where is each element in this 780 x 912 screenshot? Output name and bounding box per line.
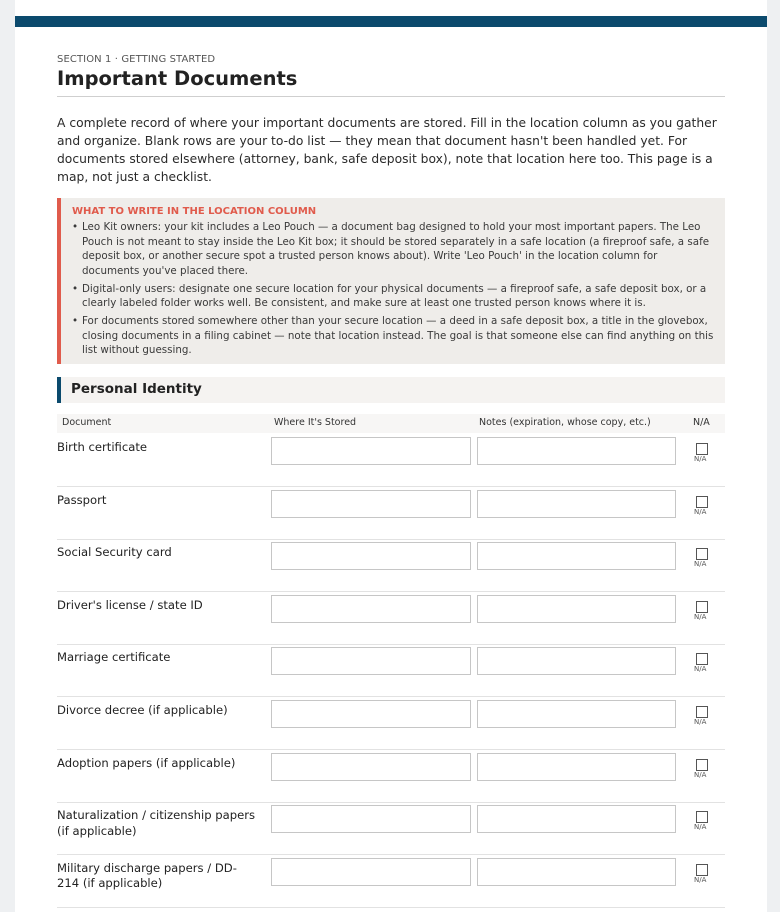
location-input[interactable] xyxy=(271,595,471,623)
location-input[interactable] xyxy=(271,647,471,675)
na-checkbox[interactable] xyxy=(696,864,708,876)
notes-input[interactable] xyxy=(477,700,676,728)
na-label: N/A xyxy=(694,823,707,832)
location-input[interactable] xyxy=(271,542,471,570)
notes-input[interactable] xyxy=(477,858,676,886)
na-label: N/A xyxy=(694,560,707,569)
notes-input[interactable] xyxy=(477,805,676,833)
na-checkbox[interactable] xyxy=(696,496,708,508)
na-checkbox[interactable] xyxy=(696,811,708,823)
location-input[interactable] xyxy=(271,858,471,886)
location-input[interactable] xyxy=(271,437,471,465)
document-label: Military discharge papers / DD-214 (if applicable) xyxy=(57,860,237,891)
section-label: SECTION 1 · GETTING STARTED xyxy=(57,54,216,65)
table-row xyxy=(57,855,725,908)
notes-input[interactable] xyxy=(477,753,676,781)
column-header-notes: Notes (expiration, whose copy, etc.) xyxy=(479,417,651,428)
na-label: N/A xyxy=(694,455,707,463)
na-label: N/A xyxy=(694,665,707,674)
na-checkbox[interactable] xyxy=(696,759,708,771)
notes-input[interactable] xyxy=(477,490,676,518)
na-checkbox[interactable] xyxy=(696,653,708,665)
callout-item: • Digital-only users: designate one secure location for your physical documents — a fireproof safe, a safe deposit box, or a clearly labeled folder works well. Be consistent, and make sure at least one trusted person knows where it is. xyxy=(72,282,707,309)
callout-item: • For documents stored somewhere other than your secure location — a deed in a safe deposit box, a title in the glovebox, closing documents in a filing cabinet — note that location instead. The goal is that someone else can find anything on this list without guessing. xyxy=(72,315,714,356)
notes-input[interactable] xyxy=(477,437,676,465)
location-callout xyxy=(57,198,725,364)
document-page xyxy=(15,0,767,912)
bullet-icon: • xyxy=(72,282,79,295)
na-label: N/A xyxy=(694,507,707,516)
notes-input[interactable] xyxy=(477,595,676,623)
na-label: N/A xyxy=(694,718,707,726)
table-row xyxy=(57,539,725,592)
na-label: N/A xyxy=(694,612,707,621)
callout-list xyxy=(72,220,717,361)
na-label: N/A xyxy=(694,770,707,779)
document-label: Divorce decree (if applicable) xyxy=(57,703,228,717)
na-checkbox[interactable] xyxy=(696,443,708,455)
callout-heading: WHAT TO WRITE IN THE LOCATION COLUMN xyxy=(72,206,317,217)
document-label: Naturalization / citizenship papers (if applicable) xyxy=(57,808,256,838)
table-row xyxy=(57,487,725,540)
na-checkbox[interactable] xyxy=(696,548,708,560)
na-label: N/A xyxy=(694,875,707,884)
location-input[interactable] xyxy=(271,700,471,728)
location-input[interactable] xyxy=(271,805,471,833)
table-row xyxy=(57,434,725,487)
column-header-na: N/A xyxy=(693,417,710,428)
location-input[interactable] xyxy=(271,753,471,781)
column-header-document: Document xyxy=(62,417,112,428)
column-header-location: Where It's Stored xyxy=(274,417,357,428)
document-label: Adoption papers (if applicable) xyxy=(57,755,236,770)
notes-input[interactable] xyxy=(477,542,676,570)
document-label: Social Security card xyxy=(57,545,172,560)
document-label: Passport xyxy=(57,492,107,507)
table-row xyxy=(57,802,725,855)
table-row xyxy=(57,644,725,697)
table-row xyxy=(57,592,725,645)
table-row xyxy=(57,697,725,750)
section-title: Personal Identity xyxy=(71,381,202,397)
bullet-icon: • xyxy=(72,221,79,233)
document-label: Driver's license / state ID xyxy=(57,597,203,612)
title-divider xyxy=(57,96,725,97)
location-input[interactable] xyxy=(271,490,471,518)
notes-input[interactable] xyxy=(477,647,676,675)
table-header xyxy=(57,414,725,433)
bullet-icon: • xyxy=(72,315,79,327)
page-title: Important Documents xyxy=(57,67,298,90)
na-checkbox[interactable] xyxy=(696,706,708,718)
header-bar xyxy=(15,16,767,27)
na-checkbox[interactable] xyxy=(696,601,708,613)
callout-item: • Leo Kit owners: your kit includes a Leo Pouch — a document bag designed to hold your most important papers. The Leo Pouch is not meant to stay inside the Leo Kit box; it should be stored separately in a safe location (a fireproof safe, a safe deposit box, or another secure spot a trusted person knows about). Write 'Leo Pouch' in the location column for documents you've placed there. xyxy=(72,221,710,277)
table-row xyxy=(57,750,725,803)
section-header xyxy=(57,377,725,403)
intro-paragraph: A complete record of where your important documents are stored. Fill in the location column as you gather and organize. Blank rows are your to-do list — they mean that document hasn't been handled yet. For documents stored elsewhere (attorney, bank, safe deposit box), note that location here too. This page is a map, not just a checklist. xyxy=(57,116,717,184)
document-label: Marriage certificate xyxy=(57,650,171,665)
document-label: Birth certificate xyxy=(57,440,148,454)
